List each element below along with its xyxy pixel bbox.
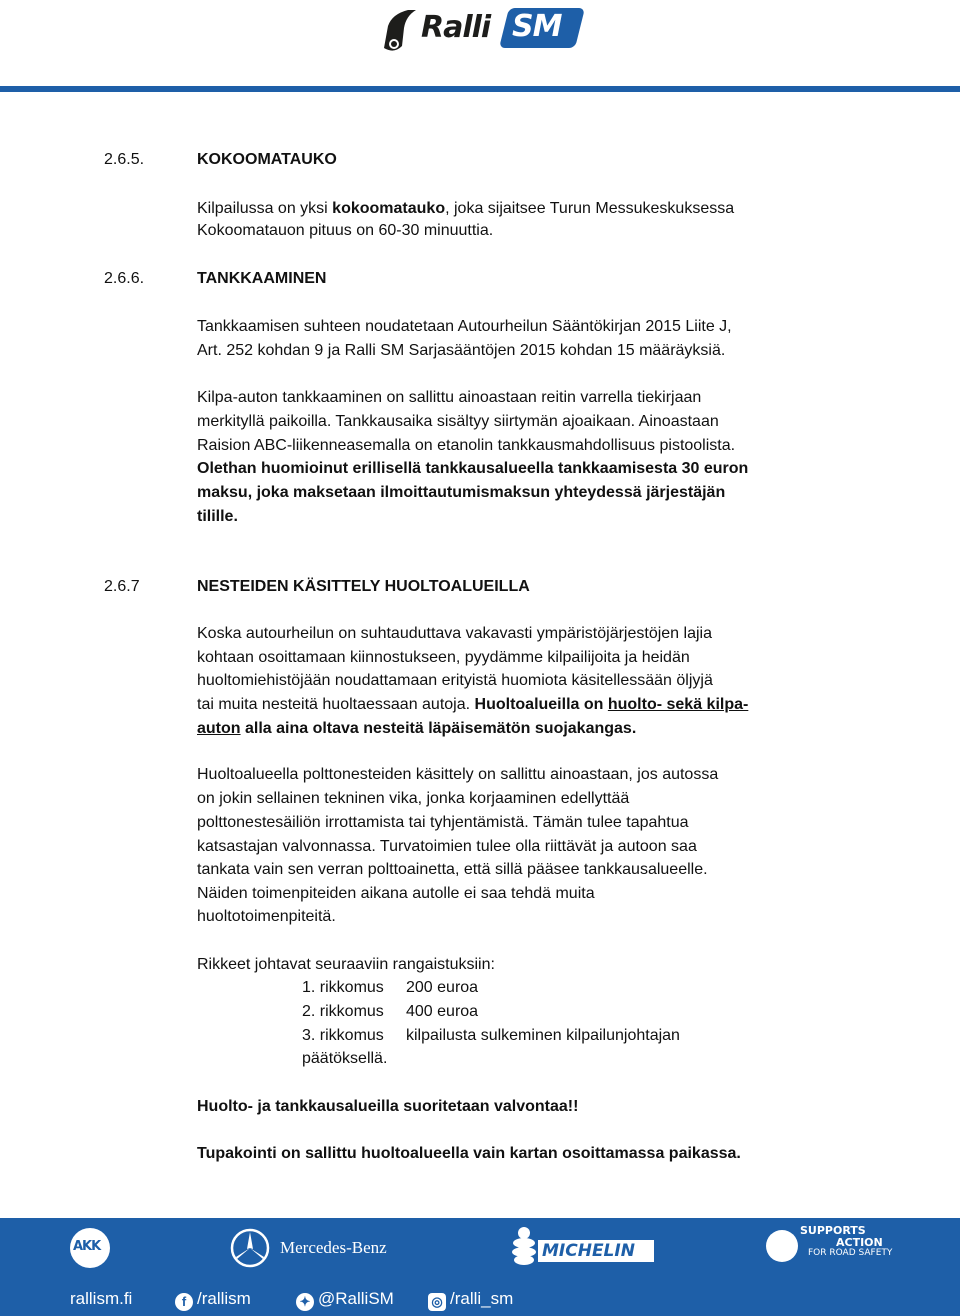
michelin-logo: MICHELIN [538,1240,654,1262]
facebook-icon: f [175,1293,193,1311]
paragraph-line: Näiden toimenpiteiden aikana autolle ei saa tehdä muita [197,885,595,902]
paragraph-line: Kilpailussa on yksi kokoomatauko, joka sijaitsee Turun Messukeskuksessa [197,200,735,217]
paragraph-line: kohtaan osoittamaan kiinnostukseen, pyydämme kilpailijoita ja heidän [197,649,690,666]
paragraph-line-bold: maksu, joka maksetaan ilmoittautumismaksun yhteydessä järjestäjän [197,484,726,501]
paragraph-line: on jokin sellainen tekninen vika, jonka korjaaminen edellyttää [197,790,630,807]
road-safety-label: FOR ROAD SAFETY [808,1248,893,1258]
section-number: 2.6.7 [104,578,140,595]
penalty-label: 2. rikkomus [302,1003,384,1020]
section-title: NESTEIDEN KÄSITTELY HUOLTOALUEILLA [197,578,530,595]
paragraph-line: Koska autourheilun on suhtauduttava vakavasti ympäristöjärjestöjen lajia [197,625,712,642]
section-number: 2.6.5. [104,151,145,168]
paragraph-line: Rikkeet johtavat seuraaviin rangaistuksiin: [197,956,495,973]
twitter-link[interactable]: ✦ @RalliSM [296,1289,394,1311]
paragraph-line: tai muita nesteitä huoltaessaan autoja. Huoltoalueilla on huolto- sekä kilpa- [197,696,749,713]
paragraph-line-bold: tilille. [197,508,238,525]
supports-label: SUPPORTS [800,1224,866,1237]
paragraph-line-bold: Olethan huomioinut erillisellä tankkausalueella tankkaamisesta 30 euron [197,460,749,477]
instagram-link[interactable]: ◎ /ralli_sm [428,1289,513,1311]
twitter-icon: ✦ [296,1293,314,1311]
penalty-label: 1. rikkomus [302,979,384,996]
michelin-man-icon [510,1226,538,1266]
penalty-value: 200 euroa [406,979,479,996]
notice-bold: Tupakointi on sallittu huoltoalueella vain kartan osoittamassa paikassa. [197,1145,741,1162]
instagram-icon: ◎ [428,1293,446,1311]
facebook-link[interactable]: f /rallism [175,1289,251,1311]
penalty-value: 400 euroa [406,1003,479,1020]
penalty-label: 3. rikkomus [302,1027,384,1044]
paragraph-line: katsastajan valvonnassa. Turvatoimien tulee olla riittävät ja autoon saa [197,838,697,855]
paragraph-line: merkityllä paikoilla. Tankkausaika sisältyy siirtymän ajoaikaan. Ainoastaan [197,413,719,430]
section-title: KOKOOMATAUKO [197,151,337,168]
akk-small-logo [766,1230,798,1262]
paragraph-line: huoltomiehistöjään noudattamaan erityistä huomiota käsitellessään öljyjä [197,672,713,689]
paragraph-line: Raision ABC-liikenneasemalla on etanolin tankkausmahdollisuus pistoolista. [197,437,736,454]
website-link[interactable]: rallism.fi [70,1289,133,1308]
section-number: 2.6.6. [104,270,145,287]
section-title: TANKKAAMINEN [197,270,327,287]
mercedes-benz-logo: Mercedes-Benz [280,1238,387,1257]
action-label: ACTION [836,1236,883,1249]
paragraph-line: Art. 252 kohdan 9 ja Ralli SM Sarjasääntöjen 2015 kohdan 15 määräyksiä. [197,342,726,359]
penalty-value-continued: päätöksellä. [302,1050,388,1067]
paragraph-line: Huoltoalueella polttonesteiden käsittely on sallittu ainoastaan, jos autossa [197,766,719,783]
penalty-value: kilpailusta sulkeminen kilpailunjohtajan [406,1027,680,1044]
logo-text-sm: SM [512,9,562,44]
paragraph-line: polttonestesäiliön irrottamista tai tyhjentämistä. Tämän tulee tapahtua [197,814,689,831]
mercedes-star-icon [230,1228,270,1268]
akk-logo: AKK [70,1228,110,1268]
paragraph-line: Tankkaamisen suhteen noudatetaan Autourheilun Sääntökirjan 2015 Liite J, [197,318,732,335]
notice-bold: Huolto- ja tankkausalueilla suoritetaan valvontaa!! [197,1098,579,1115]
paragraph-line: Kokoomatauon pituus on 60-30 minuuttia. [197,222,494,239]
page-footer [0,1218,960,1316]
paragraph-line: tankata vain sen verran polttoainetta, että sillä pääsee tankkausalueelle. [197,861,708,878]
logo-text-ralli: Ralli [421,10,491,45]
paragraph-line: huoltotoimenpiteitä. [197,908,336,925]
paragraph-line: Kilpa-auton tankkaaminen on sallittu ainoastaan reitin varrella tiekirjaan [197,389,702,406]
paragraph-line: auton alla aina oltava nesteitä läpäisemätön suojakangas. [197,720,637,737]
